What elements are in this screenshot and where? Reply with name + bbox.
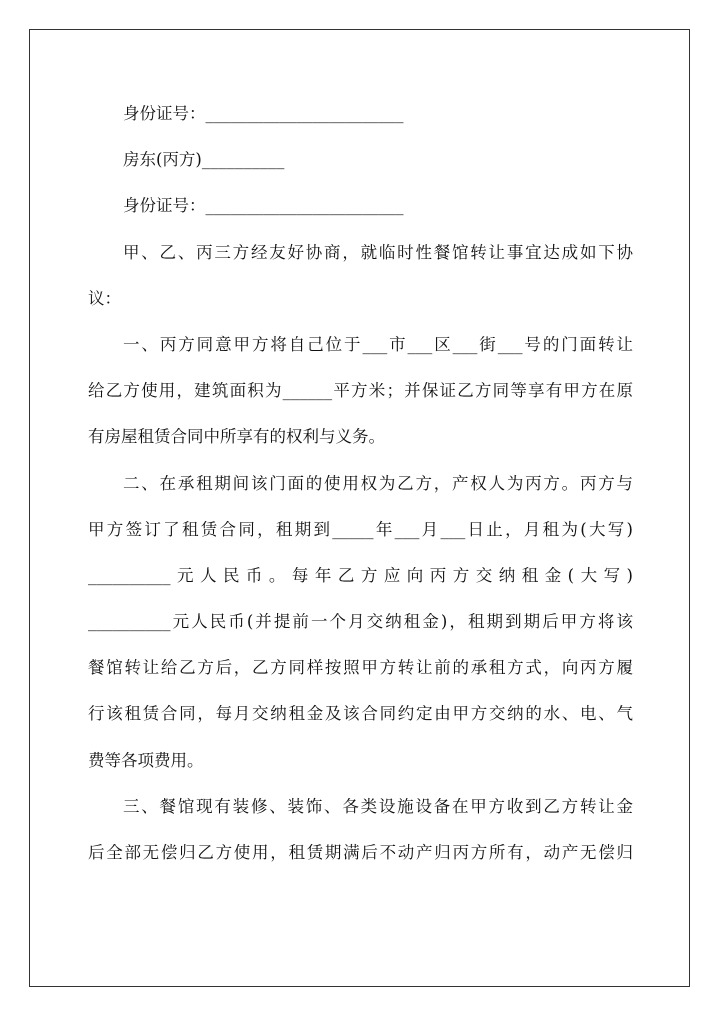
- clause-2-line-6: 行该租赁合同，每月交纳租金及该合同约定由甲方交纳的水、电、气: [88, 704, 633, 724]
- landlord-line: 房东(丙方)__________: [123, 150, 285, 170]
- id-number-line-2: 身份证号：________________________: [123, 196, 404, 216]
- clause-2-line-3: __________元人民币。每年乙方应向丙方交纳租金(大写): [88, 565, 633, 585]
- clause-1-line-3: 有房屋租赁合同中所享有的权利与义务。: [88, 427, 385, 447]
- clause-2-line-2: 甲方签订了租赁合同，租期到_____年___月___日止，月租为(大写): [88, 519, 633, 539]
- agreement-intro-line-1: 甲、乙、丙三方经友好协商，就临时性餐馆转让事宜达成如下协: [123, 242, 633, 262]
- clause-3-line-2: 后全部无偿归乙方使用，租赁期满后不动产归丙方所有，动产无偿归: [88, 843, 633, 862]
- clause-2-line-4: __________元人民币(并提前一个月交纳租金)，租期到期后甲方将该: [88, 612, 633, 632]
- clause-2-line-1: 二、在承租期间该门面的使用权为乙方，产权人为丙方。丙方与: [123, 473, 633, 493]
- agreement-intro-line-2: 议：: [88, 288, 121, 308]
- clause-2-line-5: 餐馆转让给乙方后，乙方同样按照甲方转让前的承租方式，向丙方履: [88, 658, 633, 678]
- clause-2-line-7: 费等各项费用。: [88, 750, 204, 770]
- document-body: [88, 96, 633, 881]
- clause-1-line-2: 给乙方使用，建筑面积为______平方米；并保证乙方同等享有甲方在原: [88, 381, 633, 401]
- clause-1-line-1: 一、丙方同意甲方将自己位于___市___区___街___号的门面转让: [123, 334, 633, 354]
- id-number-line-1: 身份证号：________________________: [123, 104, 404, 123]
- clause-3-line-1: 三、餐馆现有装修、装饰、各类设施设备在甲方收到乙方转让金: [123, 796, 633, 816]
